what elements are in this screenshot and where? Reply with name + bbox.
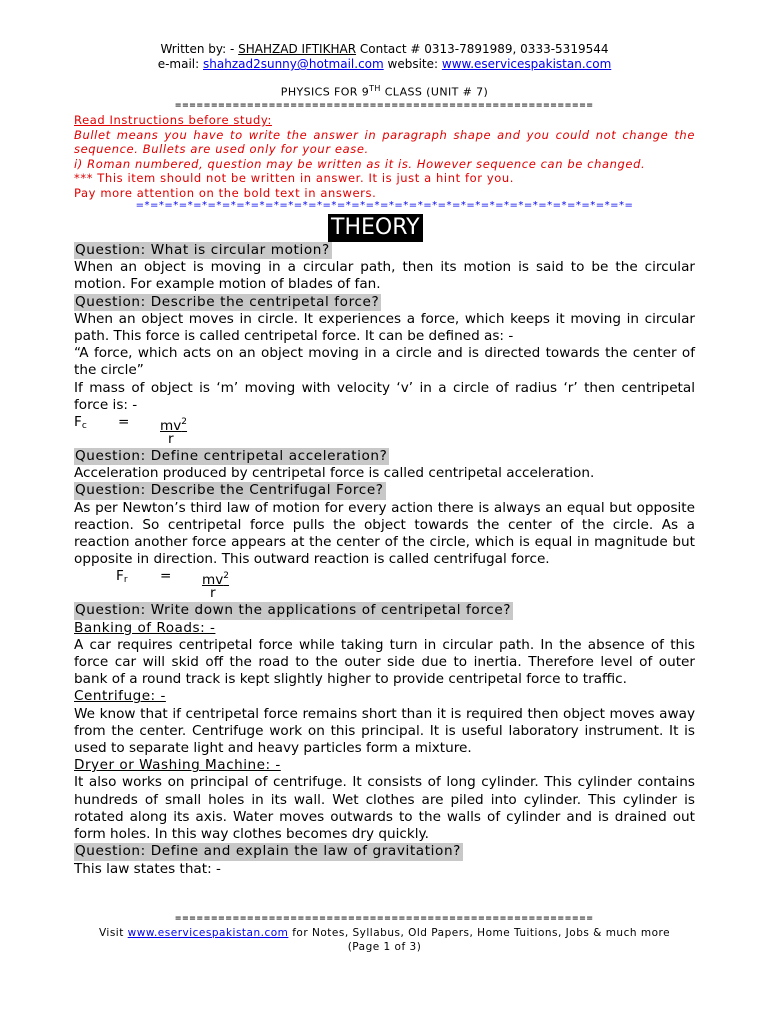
formula-denominator: r — [168, 431, 174, 448]
document-title — [74, 84, 695, 99]
instruction-bullets: Bullet means you have to write the answer in paragraph shape and you could not change the sequence. Bullets are used only for your ease. — [74, 127, 695, 157]
author-line — [74, 42, 695, 56]
formula-lhs — [116, 568, 128, 589]
title-text: PHYSICS FOR 9 — [280, 85, 370, 99]
formula-equals: = — [160, 568, 172, 585]
instruction-roman: i) Roman numbered, question may be written as it is. However sequence can be changed. — [74, 156, 646, 171]
subheading-centrifuge: Centrifuge: - — [74, 688, 166, 705]
title-suffix: CLASS (UNIT # 7) — [380, 85, 489, 99]
website-link[interactable]: www.eservicespakistan.com — [441, 57, 612, 71]
answer-paragraph: When an object moves in circle. It experiences a force, which keeps it moving in circular path. This force is called centripetal force. It can be defined as: - — [74, 310, 695, 345]
instructions-block — [74, 113, 695, 201]
answer-paragraph: It also works on principal of centrifuge. It consists of long cylinder. This cylinder contains hundreds of small holes in its wall. Wet clothes are piled into cylinder. This cylinder is rotated along its axis. Water moves outwards to the walls of cylinder and is drained out form holes. In this way clothes becomes dry quickly. — [74, 774, 695, 843]
question-heading: Question: What is circular motion? — [75, 242, 330, 258]
answer-paragraph: When an object is moving in a circular path, then its motion is said to be the circular motion. For example motion of blades of fan. — [74, 259, 695, 293]
numerator-text: mv — [202, 572, 224, 589]
formula-denominator: r — [210, 585, 216, 602]
footer-divider: ========================================================== — [175, 913, 594, 924]
question-heading: Question: Describe the Centrifugal Force? — [75, 482, 384, 499]
centripetal-formula — [74, 414, 695, 448]
divider-stars: =*=*=*=*=*=*=*=*=*=*=*=*=*=*=*=*=*=*=*=*=*=*=*=*=*=*=*=*=*=*=*=*=*=*= — [135, 200, 634, 211]
question-heading: Question: Write down the applications of centripetal force? — [75, 602, 512, 619]
answer-paragraph: We know that if centripetal force remains short than it is required then object moves away from the center. Centrifuge work on this principal. It is useful laboratory instrument. It is used to separate light and heavy particles form a mixture. — [74, 705, 695, 757]
footer — [74, 926, 695, 954]
page-number: (Page 1 of 3) — [347, 941, 422, 953]
formula-subscript: r — [123, 575, 128, 586]
footer-text: for Notes, Syllabus, Old Papers, Home Tuitions, Jobs & much more — [288, 927, 671, 939]
answer-paragraph: This law states that: - — [74, 860, 221, 877]
author-name: SHAHZAD IFTIKHAR — [238, 42, 357, 56]
formula-symbol: F — [116, 568, 124, 585]
footer-visit-label: Visit — [98, 927, 128, 939]
theory-content — [74, 242, 695, 878]
email-label: e-mail: — [157, 57, 203, 71]
numerator-text: mv — [160, 418, 182, 435]
email-link[interactable]: shahzad2sunny@hotmail.com — [203, 57, 384, 71]
definition-quote: “A force, which acts on an object moving in a circle and is directed towards the center of the circle” — [74, 345, 695, 379]
answer-paragraph: A car requires centripetal force while taking turn in circular path. In the absence of this force car will skid off the road to the outer side due to inertia. Therefore level of outer bank of a round track is kept slightly higher to provide centripetal force to traffic. — [74, 636, 695, 688]
question-heading: Question: Describe the centripetal force? — [75, 293, 380, 310]
footer-visit-line — [74, 926, 695, 940]
centrifugal-formula — [74, 568, 695, 602]
instruction-bold: Pay more attention on the bold text in answers. — [74, 185, 377, 200]
numerator-exponent: 2 — [223, 571, 230, 582]
formula-symbol: F — [74, 414, 82, 431]
title-superscript: TH — [369, 84, 381, 93]
answer-paragraph: If mass of object is ‘m’ moving with velocity ‘v’ in a circle of radius ‘r’ then centripetal force is: - — [74, 379, 695, 413]
website-label: website: — [383, 57, 442, 71]
formula-lhs — [74, 414, 87, 435]
subheading-banking: Banking of Roads: - — [74, 619, 216, 636]
instructions-heading: Read Instructions before study: — [74, 113, 272, 127]
question-heading: Question: Define and explain the law of gravitation? — [75, 843, 461, 860]
instruction-hint: *** This item should not be written in answer. It is just a hint for you. — [74, 171, 514, 186]
subheading-dryer: Dryer or Washing Machine: - — [74, 757, 281, 774]
email-website-line — [74, 57, 695, 71]
divider-equals: ========================================================== — [175, 100, 594, 111]
answer-paragraph: Acceleration produced by centripetal force is called centripetal acceleration. — [74, 465, 595, 482]
question-heading: Question: Define centripetal acceleration? — [75, 448, 388, 465]
footer-website-link[interactable]: www.eservicespakistan.com — [127, 927, 289, 939]
written-by-label: Written by: - — [160, 42, 239, 56]
contact-info: Contact # 0313-7891989, 0333-5319544 — [356, 42, 609, 56]
theory-title: THEORY — [328, 214, 423, 242]
numerator-exponent: 2 — [181, 417, 188, 428]
answer-paragraph: As per Newton’s third law of motion for every action there is always an equal but opposite reaction. So centripetal force pulls the object towards the center of the circle. As a reaction another force appears at the center of the circle, which is equal in magnitude but opposite in direction. This outward reaction is called centrifugal force. — [74, 499, 695, 568]
formula-subscript: c — [81, 421, 87, 432]
formula-equals: = — [118, 414, 130, 431]
